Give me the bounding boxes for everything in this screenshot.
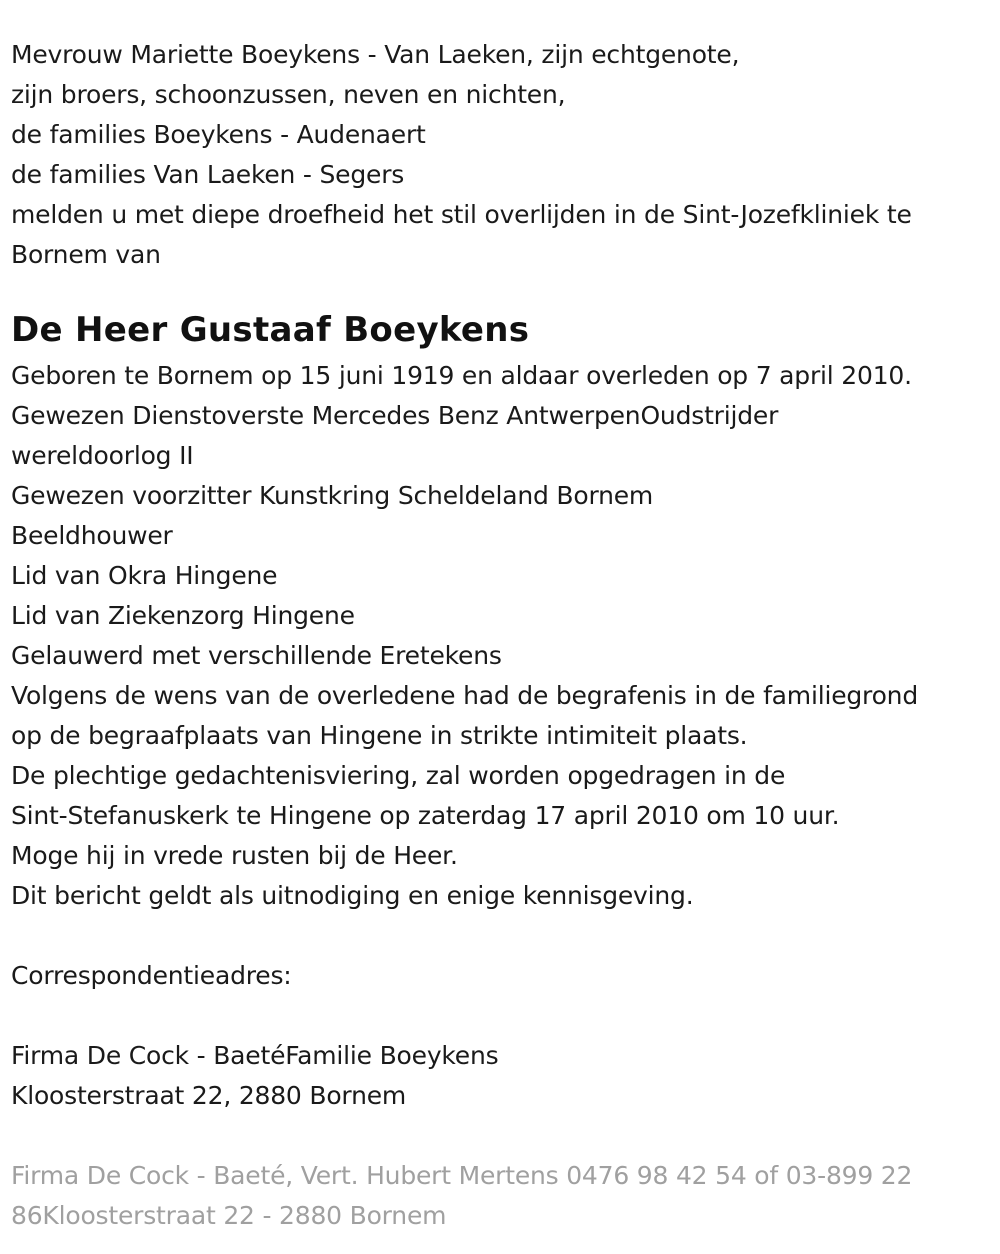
intro-line: de families Boeykens - Audenaert bbox=[11, 120, 426, 149]
intro-line: zijn broers, schoonzussen, neven en nichten, bbox=[11, 80, 566, 109]
detail-line: Dit bericht geldt als uitnodiging en enige kennisgeving. bbox=[11, 881, 694, 910]
address-line: Firma De Cock - BaetéFamilie Boeykens bbox=[11, 1041, 499, 1070]
detail-line: Gewezen Dienstoverste Mercedes Benz AntwerpenOudstrijder bbox=[11, 401, 779, 430]
detail-line: Lid van Okra Hingene bbox=[11, 561, 278, 590]
detail-line: Geboren te Bornem op 15 juni 1919 en aldaar overleden op 7 april 2010. bbox=[11, 361, 912, 390]
intro-line: Bornem van bbox=[11, 240, 161, 269]
detail-line: Gewezen voorzitter Kunstkring Scheldeland Bornem bbox=[11, 481, 654, 510]
address-line: Kloosterstraat 22, 2880 Bornem bbox=[11, 1081, 407, 1110]
footer-line: 86Kloosterstraat 22 - 2880 Bornem bbox=[11, 1201, 447, 1230]
spacer bbox=[11, 996, 989, 1036]
intro-line: Mevrouw Mariette Boeykens - Van Laeken, zijn echtgenote, bbox=[11, 40, 740, 69]
deceased-name-title: De Heer Gustaaf Boeykens bbox=[11, 310, 530, 350]
intro-block bbox=[11, 35, 989, 275]
funeral-home-footer bbox=[11, 1156, 989, 1236]
detail-line: Sint-Stefanuskerk te Hingene op zaterdag 17 april 2010 om 10 uur. bbox=[11, 801, 840, 830]
detail-line: Lid van Ziekenzorg Hingene bbox=[11, 601, 355, 630]
intro-line: melden u met diepe droefheid het stil overlijden in de Sint-Jozefkliniek te bbox=[11, 200, 912, 229]
address-block bbox=[11, 1036, 989, 1116]
detail-line: Beeldhouwer bbox=[11, 521, 173, 550]
spacer bbox=[11, 916, 989, 956]
detail-line: Moge hij in vrede rusten bij de Heer. bbox=[11, 841, 458, 870]
details-block bbox=[11, 356, 989, 916]
correspondence-label: Correspondentieadres: bbox=[11, 961, 292, 990]
detail-line: op de begraafplaats van Hingene in strikte intimiteit plaats. bbox=[11, 721, 748, 750]
detail-line: De plechtige gedachtenisviering, zal worden opgedragen in de bbox=[11, 761, 786, 790]
footer-line: Firma De Cock - Baeté, Vert. Hubert Mertens 0476 98 42 54 of 03-899 22 bbox=[11, 1161, 913, 1190]
detail-line: Gelauwerd met verschillende Eretekens bbox=[11, 641, 502, 670]
intro-line: de families Van Laeken - Segers bbox=[11, 160, 405, 189]
detail-line: Volgens de wens van de overledene had de begrafenis in de familiegrond bbox=[11, 681, 918, 710]
detail-line: wereldoorlog II bbox=[11, 441, 194, 470]
spacer bbox=[11, 1116, 989, 1156]
